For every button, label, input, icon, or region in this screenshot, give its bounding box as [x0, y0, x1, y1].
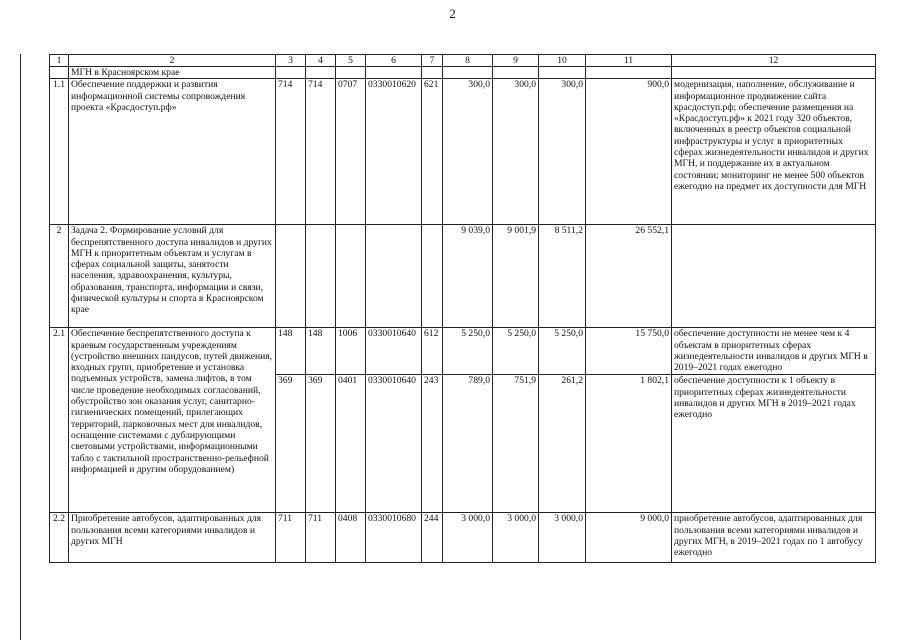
row-number: 2.2 — [50, 513, 69, 563]
target-article: 0330010680 — [366, 513, 422, 563]
table-row — [50, 225, 876, 328]
amount-total: 900,0 — [586, 79, 672, 225]
grbs-code: 714 — [276, 79, 306, 225]
table-row — [50, 513, 876, 563]
header-cell: 7 — [422, 55, 443, 67]
measure-name: Обеспечение поддержки и развития информационной системы сопровождения проекта «Красдоступ.рф» — [69, 79, 276, 225]
header-row — [50, 55, 876, 67]
admin-code: 711 — [306, 513, 336, 563]
header-cell: 11 — [586, 55, 672, 67]
admin-code: 369 — [306, 375, 336, 513]
amount-total: 26 552,1 — [586, 225, 672, 328]
grbs-code: 711 — [276, 513, 306, 563]
amount-2021: 261,2 — [539, 375, 586, 513]
amount-2021: 5 250,0 — [539, 328, 586, 375]
target-article: 0330010640 — [366, 375, 422, 513]
header-cell: 6 — [366, 55, 422, 67]
page-number: 2 — [449, 6, 456, 21]
target-article: 0330010640 — [366, 328, 422, 375]
header-cell: 9 — [493, 55, 539, 67]
header-cell: 3 — [276, 55, 306, 67]
expected-result: обеспечение доступности к 1 объекту в приоритетных сферах жизнедеятельности инвалидов и других МГН в 2019–2021 годах ежегодно — [672, 375, 876, 513]
amount-2021: 3 000,0 — [539, 513, 586, 563]
section-code: 0707 — [336, 79, 366, 225]
header-cell: 8 — [443, 55, 493, 67]
grbs-code: 148 — [276, 328, 306, 375]
amount-2019: 9 039,0 — [443, 225, 493, 328]
section-code: 0401 — [336, 375, 366, 513]
expected-result: приобретение автобусов, адаптированных для пользования всеми категориями инвалидов и других МГН, в 2019–2021 годах по 1 автобусу ежегодно — [672, 513, 876, 563]
amount-2019: 300,0 — [443, 79, 493, 225]
header-cell: 12 — [672, 55, 876, 67]
measure-name: Приобретение автобусов, адаптированных для пользования всеми категориями инвалидов и других МГН — [69, 513, 276, 563]
amount-total: 1 802,1 — [586, 375, 672, 513]
header-cell: 1 — [50, 55, 69, 67]
section-title-row — [50, 67, 876, 79]
header-cell: 5 — [336, 55, 366, 67]
header-cell: 10 — [539, 55, 586, 67]
amount-total: 9 000,0 — [586, 513, 672, 563]
row-number: 1.1 — [50, 79, 69, 225]
measure-name: Обеспечение беспрепятственного доступа к краевым государственным учреждениям (устройство внешних пандусов, путей движения, входных групп, приобретение и установка подъемных устройств, замена лифтов, в том числе проведение необходимых согласований, обустройство зон оказания услуг, санитарно-гигиенических помещений, прилегающих территорий, парковочных мест для инвалидов, оснащение системами с дублирующими световыми устройствами, информационными табло с тактильной пространственно-рельефной информацией и другим оборудованием) — [69, 328, 276, 513]
section-code: 1006 — [336, 328, 366, 375]
page-edge-line — [20, 54, 21, 640]
amount-2020: 5 250,0 — [493, 328, 539, 375]
amount-2020: 751,9 — [493, 375, 539, 513]
grbs-code: 369 — [276, 375, 306, 513]
amount-total: 15 750,0 — [586, 328, 672, 375]
section-code: 0408 — [336, 513, 366, 563]
row-number: 2.1 — [50, 328, 69, 513]
expense-type: 243 — [422, 375, 443, 513]
task-name: Задача 2. Формирование условий для беспрепятственного доступа инвалидов и других МГН к приоритетным объектам и услугам в сферах социальной защиты, занятости населения, здравоохранения, культуры, образования, транспорта, информации и связи, физической культуры и спорта в Красноярском крае — [69, 225, 276, 328]
expected-result: обеспечение доступности не менее чем к 4 объектам в приоритетных сферах жизнедеятельности инвалидов и других МГН в 2019–2021 годах ежегодно — [672, 328, 876, 375]
amount-2020: 300,0 — [493, 79, 539, 225]
header-cell: 2 — [69, 55, 276, 67]
target-article: 0330010620 — [366, 79, 422, 225]
table-row — [50, 79, 876, 225]
amount-2020: 9 001,9 — [493, 225, 539, 328]
admin-code: 714 — [306, 79, 336, 225]
amount-2019: 5 250,0 — [443, 328, 493, 375]
row-number: 2 — [50, 225, 69, 328]
header-cell: 4 — [306, 55, 336, 67]
section-title: МГН в Красноярском крае — [69, 67, 276, 79]
amount-2020: 3 000,0 — [493, 513, 539, 563]
amount-2021: 300,0 — [539, 79, 586, 225]
expense-type: 612 — [422, 328, 443, 375]
expected-result: модернизация, наполнение, обслуживание и информационное продвижение сайта красдоступ.рф; обеспечение размещения на «Красдоступ.рф» к 2021 году 320 объектов, включенных в реестр объектов социальной инфраструктуры и услуг в приоритетных сферах жизнедеятельности инвалидов и других МГН, и поддержание их в актуальном состоянии; мониторинг не менее 500 объектов ежегодно на предмет их доступности для МГН — [672, 79, 876, 225]
expense-type: 621 — [422, 79, 443, 225]
admin-code: 148 — [306, 328, 336, 375]
program-table — [49, 54, 876, 563]
table-row — [50, 328, 876, 375]
expense-type: 244 — [422, 513, 443, 563]
amount-2021: 8 511,2 — [539, 225, 586, 328]
amount-2019: 3 000,0 — [443, 513, 493, 563]
amount-2019: 789,0 — [443, 375, 493, 513]
